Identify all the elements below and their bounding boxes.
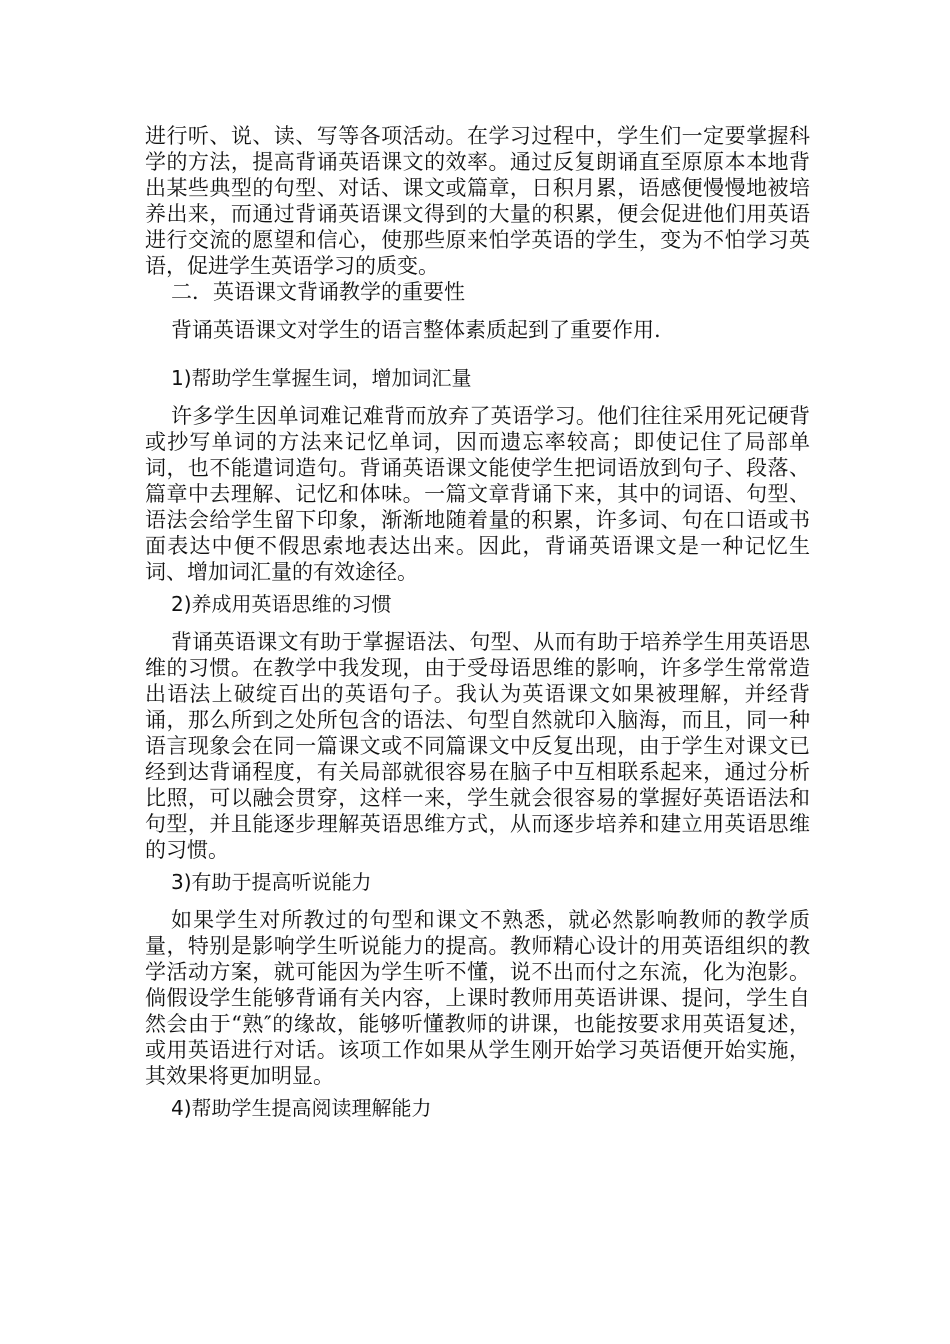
point-1-heading: 1)帮助学生掌握生词，增加词汇量 [171, 366, 472, 390]
section-intro: 背诵英语课文对学生的语言整体素质起到了重要作用. [171, 318, 661, 342]
point-4-heading: 4)帮助学生提高阅读理解能力 [171, 1096, 432, 1120]
point-2-body: 背诵英语课文有助于掌握语法、句型、从而有助于培养学生用英语思维的习惯。在教学中我发现，由于受母语思维的影响，许多学生常常造出语法上破绽百出的英语句子。我认为英语课文如果被理解，并经背诵，那么所到之处所包含的语法、句型自然就印入脑海，而且，同一种语言现象会在同一篇课文或不同篇课文中反复出现，由于学生对课文已经到达背诵程度，有关局部就很容易在脑子中互相联系起来，通过分析比照，可以融会贯穿，这样一来，学生就会很容易的掌握好英语语法和句型，并且能逐步理解英语思维方式，从而逐步培养和建立用英语思维的习惯。 [145, 630, 810, 862]
point-3-body: 如果学生对所教过的句型和课文不熟悉，就必然影响教师的教学质量，特别是影响学生听说能力的提高。教师精心设计的用英语组织的教学活动方案，就可能因为学生听不懂，说不出而付之东流，化为泡影。倘假设学生能够背诵有关内容，上课时教师用英语讲课、提问，学生自然会由于“熟″的缘故，能够听懂教师的讲课，也能按要求用英语复述，或用英语进行对话。该项工作如果从学生刚开始学习英语便开始实施，其效果将更加明显。 [145, 908, 810, 1088]
intro-paragraph: 进行听、说、读、写等各项活动。在学习过程中，学生们一定要掌握科学的方法，提高背诵英语课文的效率。通过反复朗诵直至原原本本地背出某些典型的句型、对话、课文或篇章，日积月累，语感便慢慢地被培养出来，而通过背诵英语课文得到的大量的积累，便会促进他们用英语进行交流的愿望和信心，使那些原来怕学英语的学生，变为不怕学习英语，促进学生英语学习的质变。 [145, 124, 810, 278]
document-page [145, 123, 810, 1121]
point-3-heading: 3)有助于提高听说能力 [171, 870, 372, 894]
section-heading: 二．英语课文背诵教学的重要性 [171, 280, 465, 304]
point-1-body: 许多学生因单词难记难背而放弃了英语学习。他们往往采用死记硬背或抄写单词的方法来记忆单词，因而遗忘率较高；即使记住了局部单词，也不能遣词造句。背诵英语课文能使学生把词语放到句子、段落、篇章中去理解、记忆和体味。一篇文章背诵下来，其中的词语、句型、语法会给学生留下印象，渐渐地随着量的积累，许多词、句在口语或书面表达中便不假思索地表达出来。因此，背诵英语课文是一种记忆生词、增加词汇量的有效途径。 [145, 404, 810, 584]
point-2-heading: 2)养成用英语思维的习惯 [171, 592, 392, 616]
